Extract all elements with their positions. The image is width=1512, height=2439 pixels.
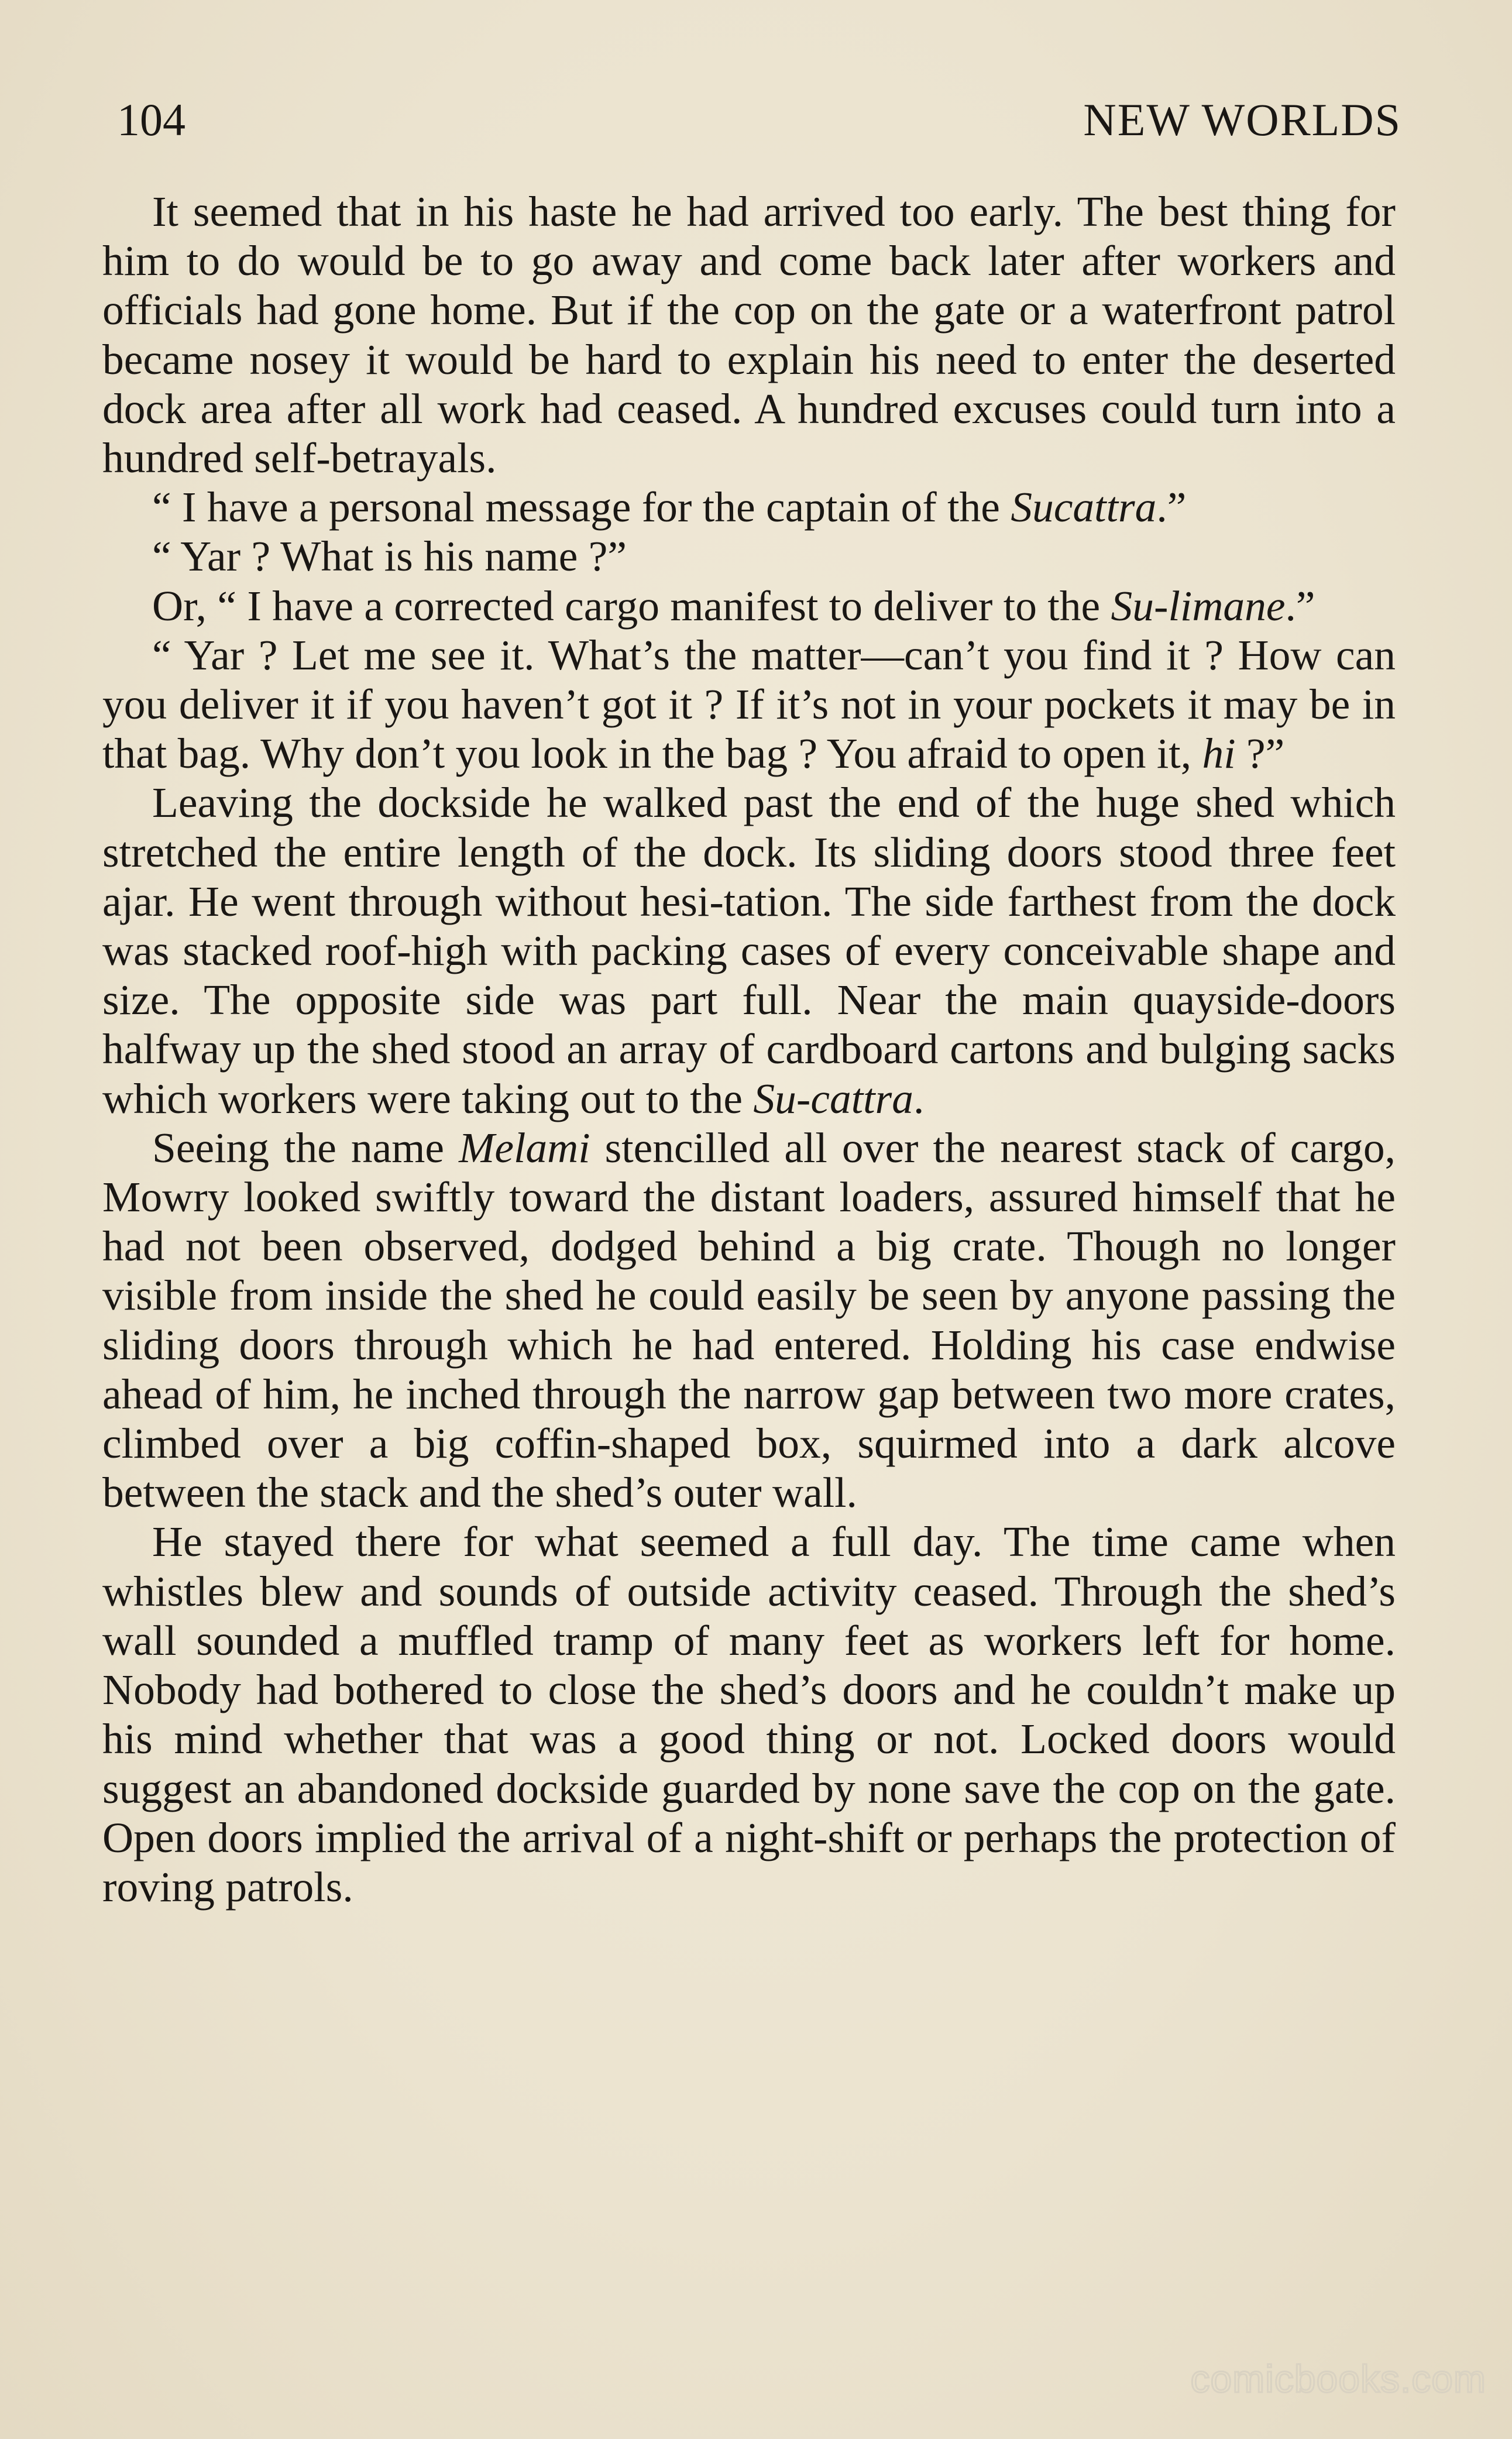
paragraph xyxy=(102,483,1396,532)
text-run: “ Yar ? Let me see it. What’s the matter—can’t you find it ? How can you deliver it if you haven’t got it ? If it’s not in your pockets it may be in that bag. Why don’t you look in the bag ? You afraid to open it, xyxy=(102,631,1396,778)
text-run: “ I have a personal message for the captain of the xyxy=(152,483,1011,531)
text-run: “ Yar ? What is his name ?” xyxy=(152,533,627,580)
text-run: ?” xyxy=(1235,730,1285,778)
text-run: Seeing the name xyxy=(152,1124,459,1172)
paragraph xyxy=(102,778,1396,1123)
text-run: It seemed that in his haste he had arrived too early. The best thing for him to do would be to go away and come back later after workers and officials had gone home. But if the cop on the gate or a waterfront patrol became nosey it would be hard to explain his need to enter the deserted dock area after all work had ceased. A hundred excuses could turn into a hundred self-betrayals. xyxy=(102,188,1396,482)
page-number: 104 xyxy=(117,94,185,145)
paragraph xyxy=(102,1517,1396,1912)
paragraph xyxy=(102,187,1396,483)
paragraph xyxy=(102,582,1396,631)
text-run: . xyxy=(913,1074,925,1122)
running-title: NEW WORLDS xyxy=(1083,94,1401,145)
italic-text: Su-cattra xyxy=(753,1074,913,1122)
paragraph xyxy=(102,532,1396,581)
text-run: Leaving the dockside he walked past the end of the huge shed which stretched the entire length of the dock. Its sliding doors stood three feet ajar. He went through without hesi-tation. The side farthest from the dock was stacked roof-high with packing cases of every conceivable shape and size. The opposite side was part full. Near the main quayside-doors halfway up the shed stood an array of cardboard cartons and bulging sacks which workers were taking out to the xyxy=(102,779,1396,1122)
italic-text: Su-limane xyxy=(1111,582,1286,630)
text-run: He stayed there for what seemed a full day. The time came when whistles blew and sounds of outside activity ceased. Through the shed’s wall sounded a muffled tramp of many feet as workers left for home. Nobody had bothered to close the shed’s doors and he couldn’t make up his mind whether that was a good thing or not. Locked doors would suggest an abandoned dockside guarded by none save the cop on the gate. Open doors implied the arrival of a night-shift or perhaps the protection of roving patrols. xyxy=(102,1518,1396,1911)
italic-text: Sucattra xyxy=(1011,483,1157,531)
italic-text: hi xyxy=(1202,730,1236,778)
watermark: comicbooks.com xyxy=(1190,2357,1486,2400)
text-run: .” xyxy=(1285,582,1315,630)
italic-text: Melami xyxy=(459,1124,590,1172)
paragraph xyxy=(102,631,1396,779)
paragraph xyxy=(102,1124,1396,1518)
text-run: .” xyxy=(1156,483,1187,531)
text-run: Or, “ I have a corrected cargo manifest to deliver to the xyxy=(152,582,1111,630)
running-head xyxy=(117,88,1401,152)
body-text xyxy=(102,187,1396,1912)
text-run: stencilled all over the nearest stack of cargo, Mowry looked swiftly toward the distant loaders, assured himself that he had not been observed, dodged behind a big crate. Though no longer visible from inside the shed he could easily be seen by anyone passing the sliding doors through which he had entered. Holding his case endwise ahead of him, he inched through the narrow gap between two more crates, climbed over a big coffin-shaped box, squirmed into a dark alcove between the stack and the shed’s outer wall. xyxy=(102,1124,1396,1517)
